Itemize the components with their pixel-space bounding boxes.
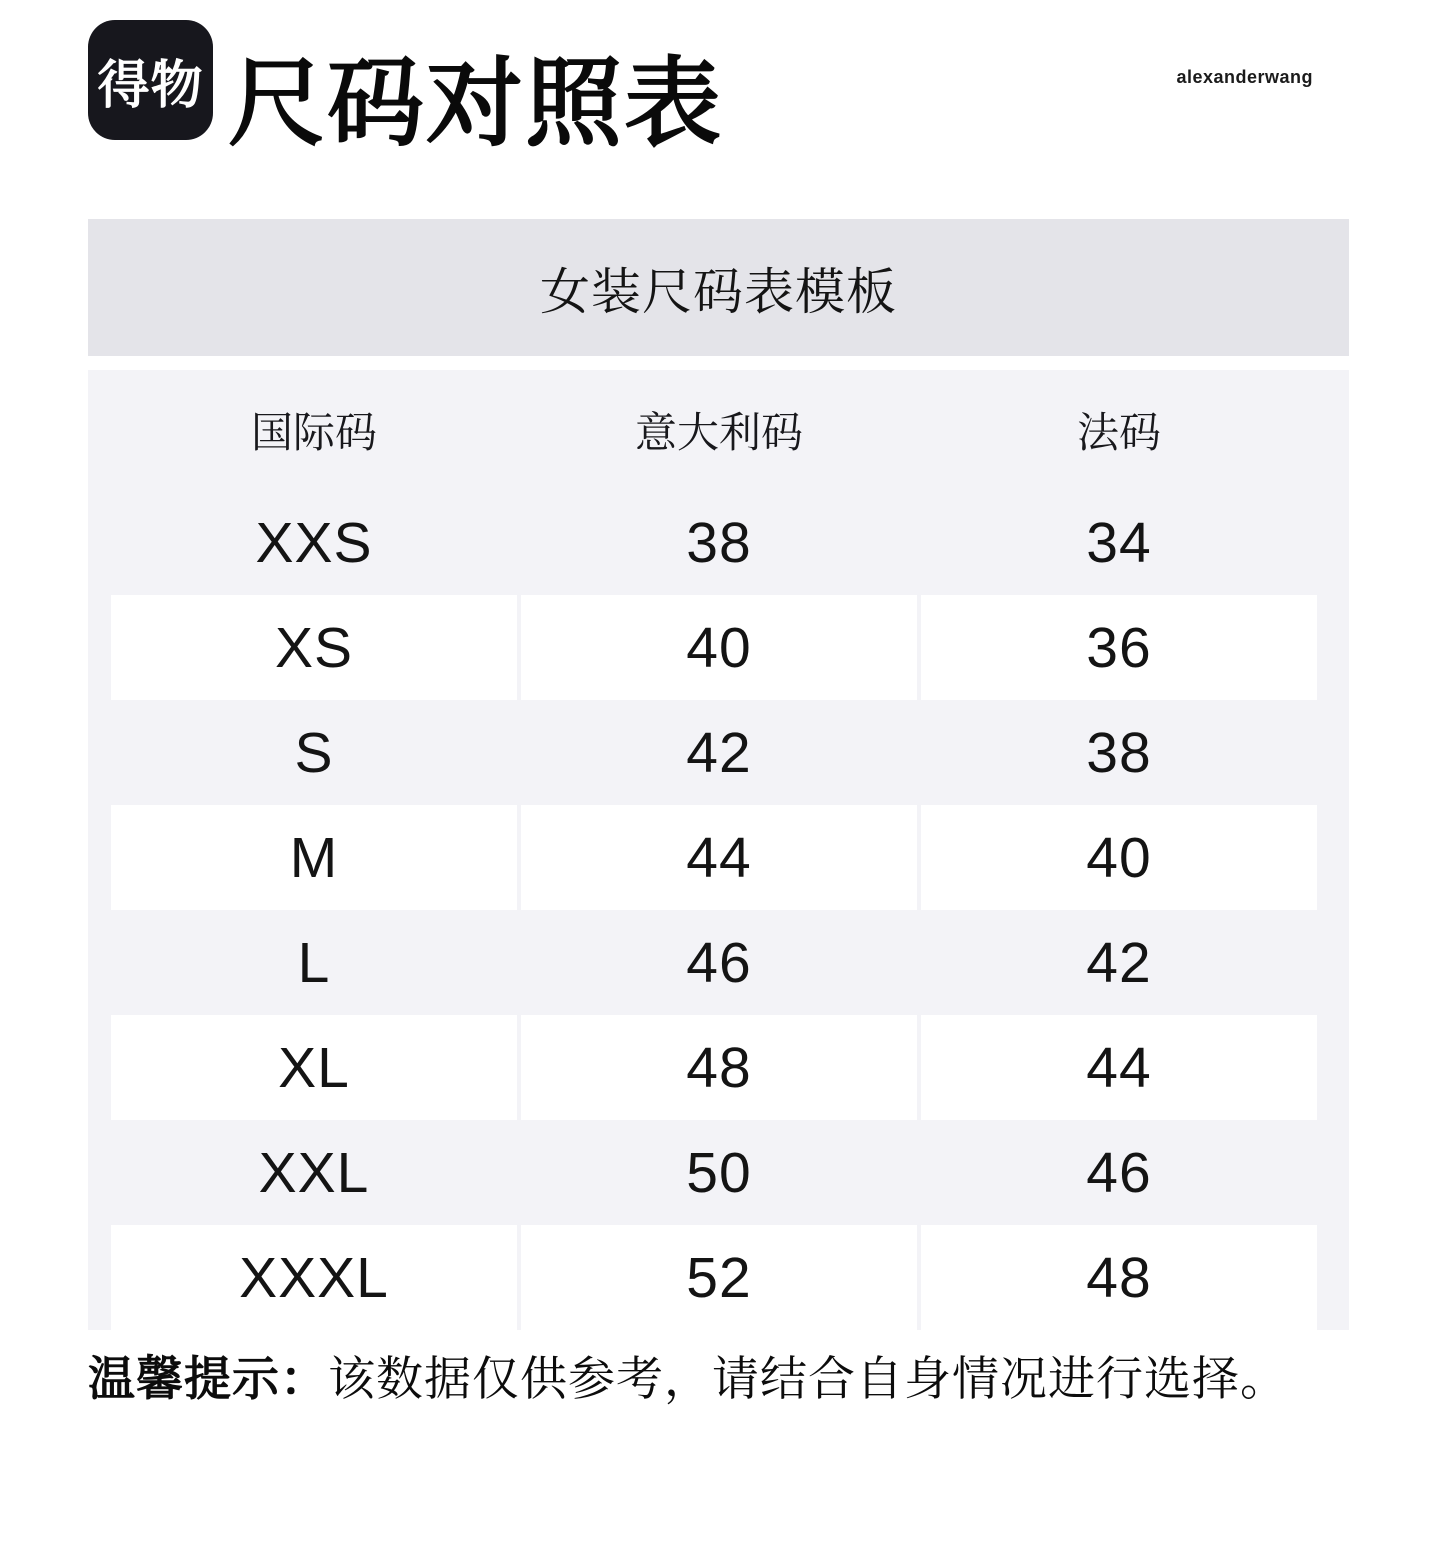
size-cell: 46 <box>1086 1140 1152 1205</box>
size-cell: 38 <box>1086 720 1152 785</box>
dewu-logo-text: 得物 <box>97 56 204 115</box>
size-cell: 36 <box>921 595 1317 700</box>
size-table <box>88 370 1349 1330</box>
reference-tip <box>88 1342 1388 1409</box>
table-row <box>111 910 1317 1015</box>
size-cell: 34 <box>1086 510 1152 575</box>
tip-text: 该数据仅供参考，请结合自身情况进行选择。 <box>328 1352 1288 1405</box>
table-row <box>111 1015 1317 1120</box>
size-cell: XS <box>111 595 517 700</box>
size-cell: 48 <box>521 1015 917 1120</box>
size-cell: M <box>111 805 517 910</box>
size-cell: 42 <box>686 720 752 785</box>
dewu-app-logo <box>88 20 213 140</box>
size-cell: XXXL <box>111 1225 517 1330</box>
brand-name: alexanderwang <box>1176 67 1313 87</box>
table-row <box>111 1120 1317 1225</box>
size-cell: 50 <box>686 1140 752 1205</box>
size-cell: XXL <box>258 1140 370 1205</box>
page-title: 尺码对照表 <box>228 49 723 158</box>
size-cell: L <box>297 930 331 995</box>
table-row <box>111 805 1317 910</box>
size-cell: 48 <box>921 1225 1317 1330</box>
column-header-france: 法码 <box>1076 409 1161 456</box>
tip-label: 温馨提示： <box>88 1352 328 1405</box>
table-title: 女装尺码表模板 <box>540 263 897 320</box>
size-cell: XL <box>111 1015 517 1120</box>
size-cell: 40 <box>521 595 917 700</box>
table-row <box>111 490 1317 595</box>
size-cell: 40 <box>921 805 1317 910</box>
size-cell: 44 <box>921 1015 1317 1120</box>
column-header-international: 国际码 <box>250 409 377 456</box>
size-cell: 46 <box>686 930 752 995</box>
size-cell: 38 <box>686 510 752 575</box>
table-header-row <box>111 370 1317 490</box>
table-title-banner <box>88 219 1349 356</box>
size-cell: XXS <box>255 510 373 575</box>
size-cell: 42 <box>1086 930 1152 995</box>
table-row <box>111 700 1317 805</box>
size-cell: 44 <box>521 805 917 910</box>
column-header-italy: 意大利码 <box>634 409 803 456</box>
table-row <box>111 1225 1317 1330</box>
table-row <box>111 595 1317 700</box>
size-cell: S <box>294 720 334 785</box>
size-cell: 52 <box>521 1225 917 1330</box>
